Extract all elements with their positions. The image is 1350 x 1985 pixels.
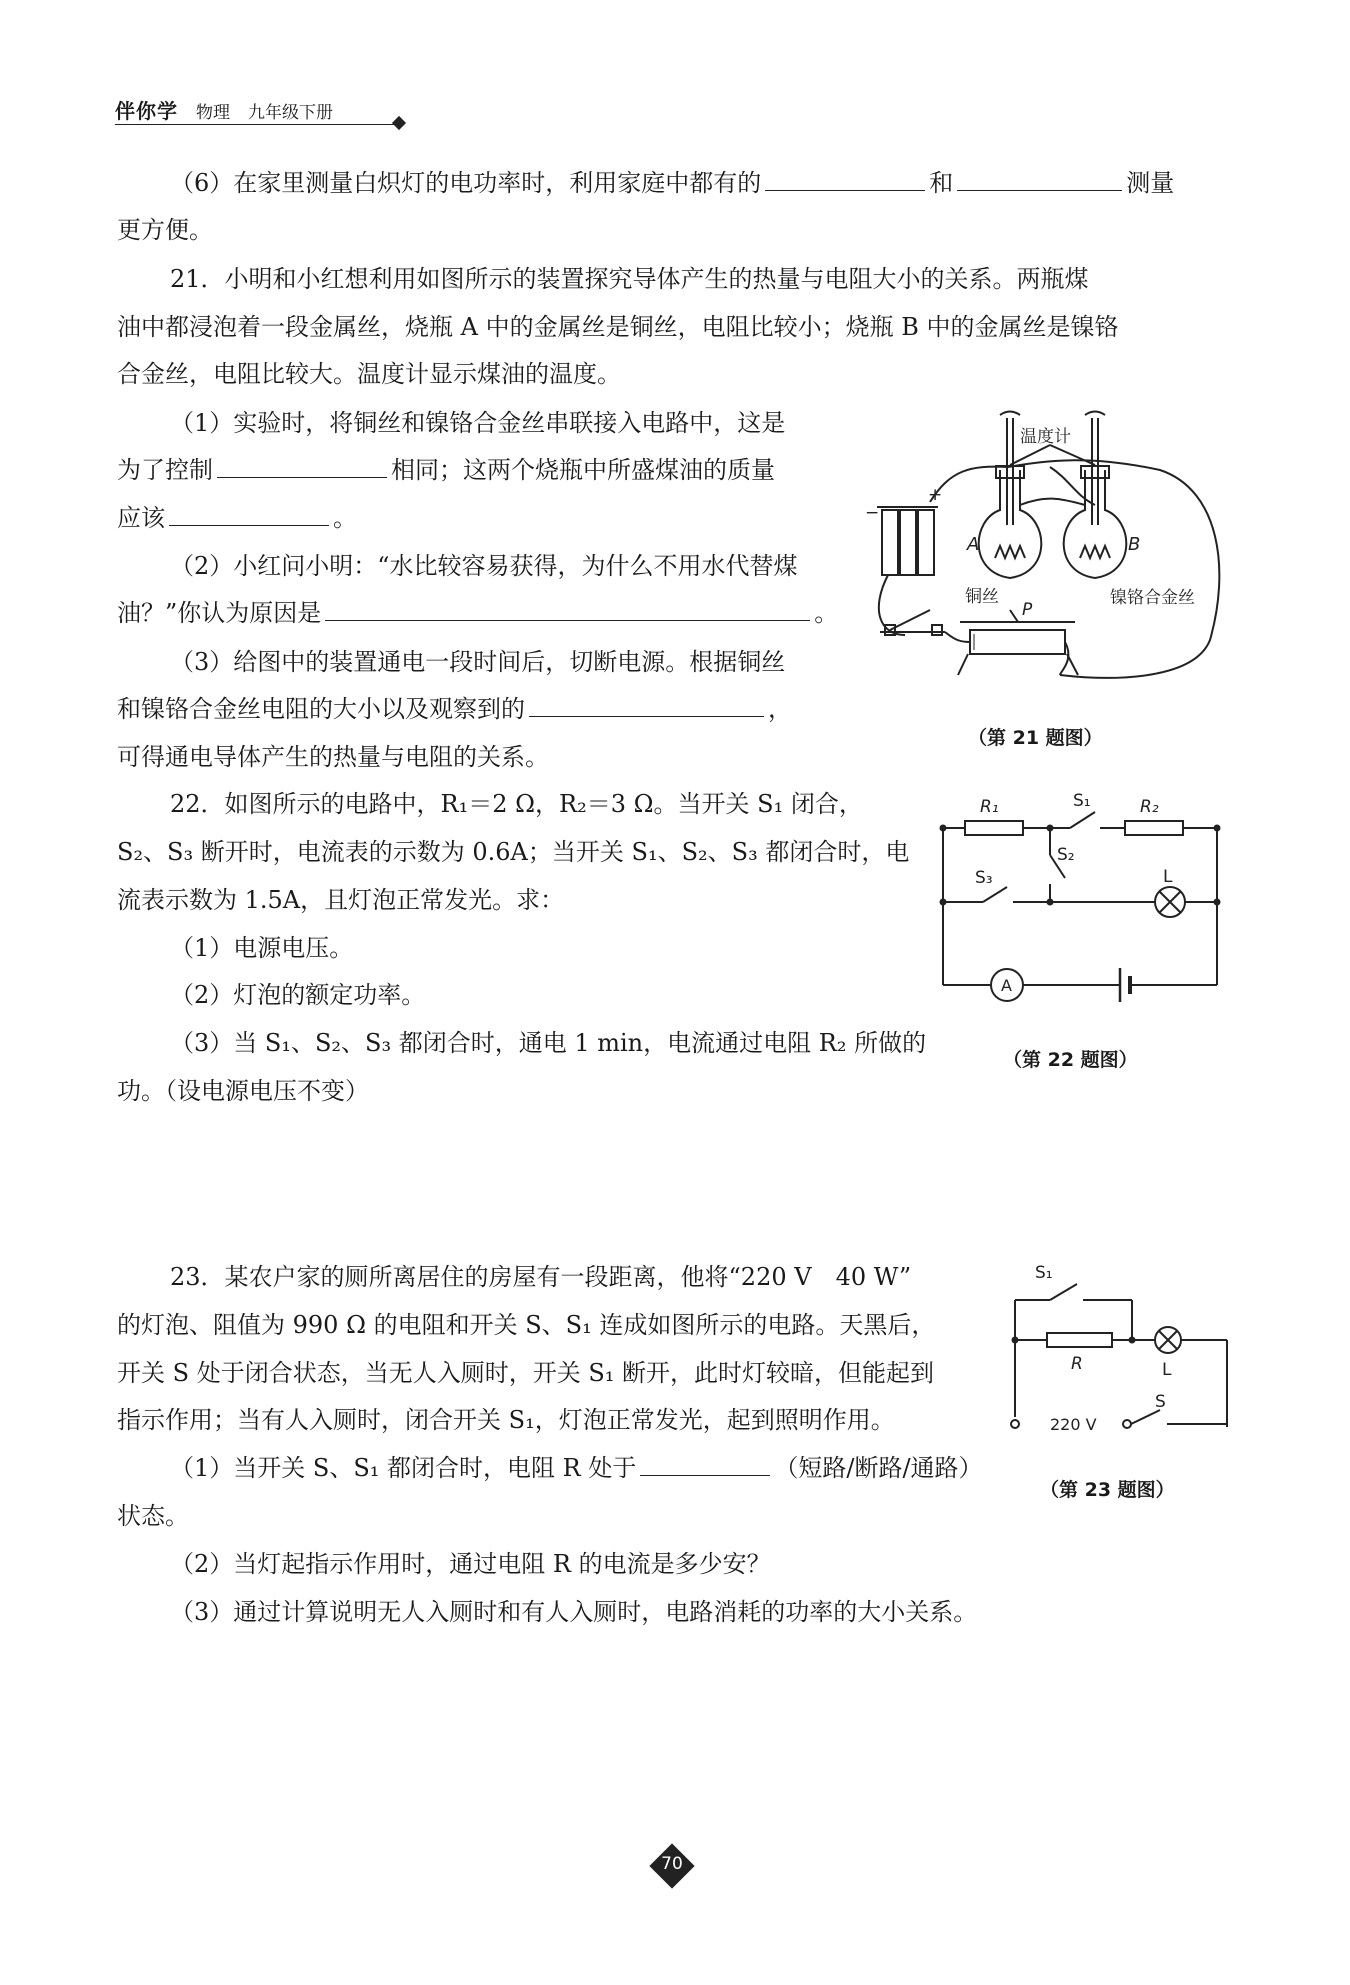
q23-1-line2: 状态。 [117, 1502, 189, 1530]
q21-3-line2: 和镍铬合金丝电阻的大小以及观察到的 ， [117, 695, 792, 723]
q21-1-line3: 应该 。 [117, 504, 357, 532]
fig21-flask-b-label: B [1128, 534, 1141, 555]
q23-stem-line2: 的灯泡、阻值为 990 Ω 的电阻和开关 S、S₁ 连成如图所示的电路。天黑后， [117, 1311, 936, 1339]
q20-6-line2: 更方便。 [117, 216, 213, 244]
answer-blank[interactable] [640, 1453, 770, 1476]
q21-2-line2: 油？”你认为原因是 。 [117, 599, 839, 627]
answer-blank[interactable] [169, 503, 329, 526]
q22-stem-line2: S₂、S₃ 断开时，电流表的示数为 0.6A；当开关 S₁、S₂、S₃ 都闭合时，电 [117, 838, 910, 866]
fig22-r1-label: R₁ [980, 797, 999, 817]
header-grade: 九年级下册 [248, 103, 333, 123]
q23-3: （3）通过计算说明无人入厕时和有人入厕时，电路消耗的功率的大小关系。 [170, 1598, 978, 1626]
q21-3-line1: （3）给图中的装置通电一段时间后，切断电源。根据铜丝 [170, 648, 786, 676]
q21-2-line1: （2）小红问小明：“水比较容易获得，为什么不用水代替煤 [170, 552, 798, 580]
fig23-caption: （第 23 题图） [1040, 1479, 1175, 1501]
q22-3-line2: 功。（设电源电压不变） [117, 1077, 369, 1105]
header-brand: 伴你学 [115, 99, 178, 123]
q23-2: （2）当灯起指示作用时，通过电阻 R 的电流是多少安？ [170, 1550, 771, 1578]
q21-1-line2: 为了控制 相同；这两个烧瓶中所盛煤油的质量 [117, 456, 775, 484]
fig22-lamp-label: L [1163, 867, 1173, 887]
answer-blank[interactable] [529, 694, 764, 717]
q23-stem-line4: 指示作用；当有人入厕时，闭合开关 S₁，灯泡正常发光，起到照明作用。 [117, 1406, 895, 1434]
fig22-caption: （第 22 题图） [1003, 1049, 1138, 1071]
header-rule [115, 124, 400, 125]
fig23-r-label: R [1071, 1354, 1083, 1374]
q23-stem-line3: 开关 S 处于闭合状态，当无人入厕时，开关 S₁ 断开，此时灯较暗，但能起到 [117, 1359, 935, 1387]
fig21-minus-label: − [865, 503, 880, 523]
fig21-copper-label: 铜丝 [965, 587, 999, 607]
fig22-s1-label: S₁ [1073, 791, 1091, 811]
fig21-apparatus [860, 410, 1240, 695]
q22-2: （2）灯泡的额定功率。 [170, 981, 426, 1009]
page-header [115, 95, 415, 127]
fig23-lamp-label: L [1162, 1360, 1172, 1380]
q22-1: （1）电源电压。 [170, 934, 354, 962]
answer-blank[interactable] [765, 168, 925, 191]
fig22-circuit [935, 790, 1235, 1015]
answer-blank[interactable] [325, 598, 810, 621]
q22-stem-line3: 流表示数为 1.5A，且灯泡正常发光。求： [117, 886, 565, 914]
fig21-thermometer-label: 温度计 [1020, 427, 1071, 447]
fig21-nichrome-label: 镍铬合金丝 [1110, 588, 1195, 608]
q22-3-line1: （3）当 S₁、S₂、S₃ 都闭合时，通电 1 min，电流通过电阻 R₂ 所做的 [170, 1029, 927, 1057]
fig21-slider-label: P [1022, 600, 1033, 620]
page-number: 70 [661, 1854, 683, 1874]
q21-stem-line1: 21．小明和小红想利用如图所示的装置探究导体产生的热量与电阻大小的关系。两瓶煤 [170, 265, 1089, 293]
header-subject: 物理 [196, 103, 230, 123]
q23-stem-line1: 23．某农户家的厕所离居住的房屋有一段距离，他将“220 V 40 W” [170, 1263, 912, 1291]
q21-stem-line3: 合金丝，电阻比较大。温度计显示煤油的温度。 [117, 360, 621, 388]
page-number-badge [648, 1842, 696, 1890]
answer-blank[interactable] [957, 168, 1122, 191]
q23-1-line1: （1）当开关 S、S₁ 都闭合时，电阻 R 处于 （短路/断路/通路） [170, 1454, 983, 1482]
fig22-s3-label: S₃ [975, 868, 993, 888]
fig21-caption: （第 21 题图） [968, 727, 1103, 749]
fig21-plus-label: + [928, 485, 943, 505]
fig21-flask-a-label: A [967, 534, 980, 555]
fig22-r2-label: R₂ [1140, 797, 1159, 817]
fig23-s-label: S [1155, 1392, 1166, 1412]
q21-3-line3: 可得通电导体产生的热量与电阻的关系。 [117, 743, 549, 771]
q21-stem-line2: 油中都浸泡着一段金属丝，烧瓶 A 中的金属丝是铜丝，电阻比较小；烧瓶 B 中的金属丝是镍铬 [117, 313, 1119, 341]
fig22-s2-label: S₂ [1057, 845, 1075, 865]
fig23-s1-label: S₁ [1035, 1263, 1053, 1283]
fig23-voltage-label: 220 V [1050, 1415, 1097, 1434]
fig22-ammeter-label: A [1001, 976, 1012, 995]
q22-stem-line1: 22．如图所示的电路中，R₁＝2 Ω，R₂＝3 Ω。当开关 S₁ 闭合， [170, 790, 863, 818]
q21-1-line1: （1）实验时，将铜丝和镍铬合金丝串联接入电路中，这是 [170, 409, 786, 437]
answer-blank[interactable] [217, 455, 387, 478]
fig23-circuit [1005, 1262, 1240, 1447]
q20-6-line1: （6）在家里测量白炽灯的电功率时，利用家庭中都有的 和 测量 [170, 169, 1175, 197]
